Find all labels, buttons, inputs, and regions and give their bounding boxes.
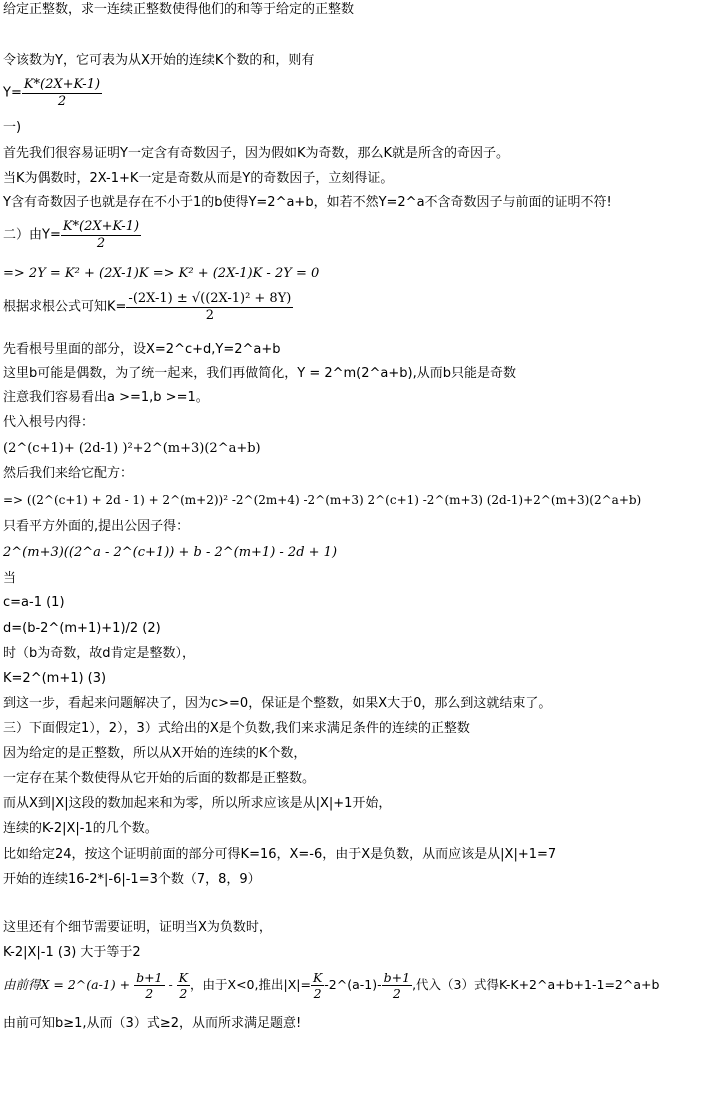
fraction-numerator: b+1 <box>136 970 163 985</box>
fraction-denominator: 2 <box>57 93 67 109</box>
fraction <box>126 291 293 323</box>
text-line: 这里b可能是偶数，为了统一起来，我们再做简化，Y = 2^m(2^a+b),从而b只能是奇数 <box>3 366 516 381</box>
condition-1: c=a-1 (1) <box>3 595 65 610</box>
fraction-numerator: b+1 <box>383 970 411 985</box>
text-line: 当K为偶数时，2X-1+K一定是奇数从而是Y的奇数因子，立刻得证。 <box>3 171 394 186</box>
fraction-denominator: 2 <box>145 986 154 1001</box>
text-line: 一定存在某个数使得从它开始的后面的数都是正整数。 <box>3 771 316 786</box>
fraction-denominator: 2 <box>96 235 106 251</box>
text-line: 比如给定24，按这个证明前面的部分可得K=16，X=-6，由于X是负数，从而应该是从|X|+1=7 <box>3 847 557 862</box>
equation-line: (2^(c+1)+ (2d-1) )²+2^(m+3)(2^a+b) <box>3 441 261 456</box>
equation-line: => 2Y = K² + (2X-1)K => K² + (2X-1)K - 2Y = 0 <box>3 266 320 281</box>
text-line: K-2|X|-1 (3) 大于等于2 <box>3 945 141 960</box>
section-heading: 一) <box>3 120 22 135</box>
fraction-denominator: 2 <box>392 986 401 1001</box>
text-line: 然后我们来给它配方： <box>3 466 134 481</box>
text-line: 时（b为奇数，故d肯定是整数）， <box>3 646 196 661</box>
formula-lhs: Y= <box>3 85 22 101</box>
formula-lhs: 二）由Y= <box>3 227 61 243</box>
fraction <box>61 219 141 251</box>
text-line: 而从X到|X|这段的数加起来和为零，所以所求应该是从|X|+1开始， <box>3 796 392 811</box>
formula-part: ,代入（3）式得K-K+2^a+b+1-1=2^a+b <box>412 977 660 992</box>
text-line: 开始的连续16-2*|-6|-1=3个数（7，8，9） <box>3 872 261 887</box>
fraction-numerator: K*(2X+K-1) <box>23 77 101 92</box>
text-line: 令该数为Y，它可表为从X开始的连续K个数的和，则有 <box>3 53 315 68</box>
fraction-denominator: 2 <box>205 307 215 323</box>
text-line: 只看平方外面的,提出公因子得： <box>3 519 190 534</box>
text-line: 当 <box>3 571 17 586</box>
formula-part: 由前得X = 2^(a-1) + <box>3 977 135 992</box>
text-line: 这里还有个细节需要证明，证明当X为负数时， <box>3 920 272 935</box>
fraction <box>311 970 324 1001</box>
formula-negative-x <box>3 970 659 1001</box>
text-line: 到这一步，看起来问题解决了，因为c>=0，保证是个整数，如果X大于0，那么到这就结束了。 <box>3 696 552 711</box>
fraction-numerator: K*(2X+K-1) <box>62 219 140 234</box>
fraction <box>177 970 190 1001</box>
text-line: 代入根号内得： <box>3 415 95 430</box>
text-line: 注意我们容易看出a >=1,b >=1。 <box>3 390 209 405</box>
fraction <box>22 77 102 109</box>
formula-y <box>3 77 102 109</box>
fraction-denominator: 2 <box>179 986 188 1001</box>
formula-part: -2^(a-1)- <box>324 977 382 992</box>
doc-title: 给定正整数，求一连续正整数使得他们的和等于给定的正整数 <box>3 2 355 17</box>
condition-3: K=2^(m+1) (3) <box>3 671 107 686</box>
formula-quadratic <box>3 291 293 323</box>
fraction-numerator: -(2X-1) ± √((2X-1)² + 8Y) <box>128 291 292 306</box>
condition-2: d=(b-2^(m+1)+1)/2 (2) <box>3 621 161 636</box>
fraction <box>134 970 164 1001</box>
text-line: 首先我们很容易证明Y一定含有奇数因子，因为假如K为奇数，那么K就是所含的奇因子。 <box>3 146 509 161</box>
equation-line: => ((2^(c+1) + 2d - 1) + 2^(m+2))² -2^(2m+4) -2^(m+3) 2^(c+1) -2^(m+3) (2d-1)+2^(m+3)(2^a+b) <box>3 493 642 507</box>
formula-part: - <box>164 977 177 992</box>
fraction-numerator: K <box>312 970 323 985</box>
text-line: Y含有奇数因子也就是存在不小于1的b使得Y=2^a+b，如若不然Y=2^a不含奇数因子与前面的证明不符! <box>3 195 612 210</box>
fraction-denominator: 2 <box>313 986 322 1001</box>
text-line: 先看根号里面的部分，设X=2^c+d,Y=2^a+b <box>3 342 281 357</box>
fraction-numerator: K <box>178 970 189 985</box>
formula-lhs: 根据求根公式可知K= <box>3 299 127 315</box>
text-line: 由前可知b≥1,从而（3）式≥2，从而所求满足题意! <box>3 1016 302 1031</box>
section-heading: 三）下面假定1），2），3）式给出的X是个负数,我们来求满足条件的连续的正整数 <box>3 721 470 736</box>
formula-part: ，由于X<0,推出|X|= <box>190 977 311 992</box>
equation-line: 2^(m+3)((2^a - 2^(c+1)) + b - 2^(m+1) - 2d + 1) <box>3 545 338 560</box>
formula-y-restated <box>3 219 141 251</box>
text-line: 因为给定的是正整数，所以从X开始的连续的K个数， <box>3 746 307 761</box>
fraction <box>382 970 412 1001</box>
text-line: 连续的K-2|X|-1的几个数。 <box>3 821 158 836</box>
